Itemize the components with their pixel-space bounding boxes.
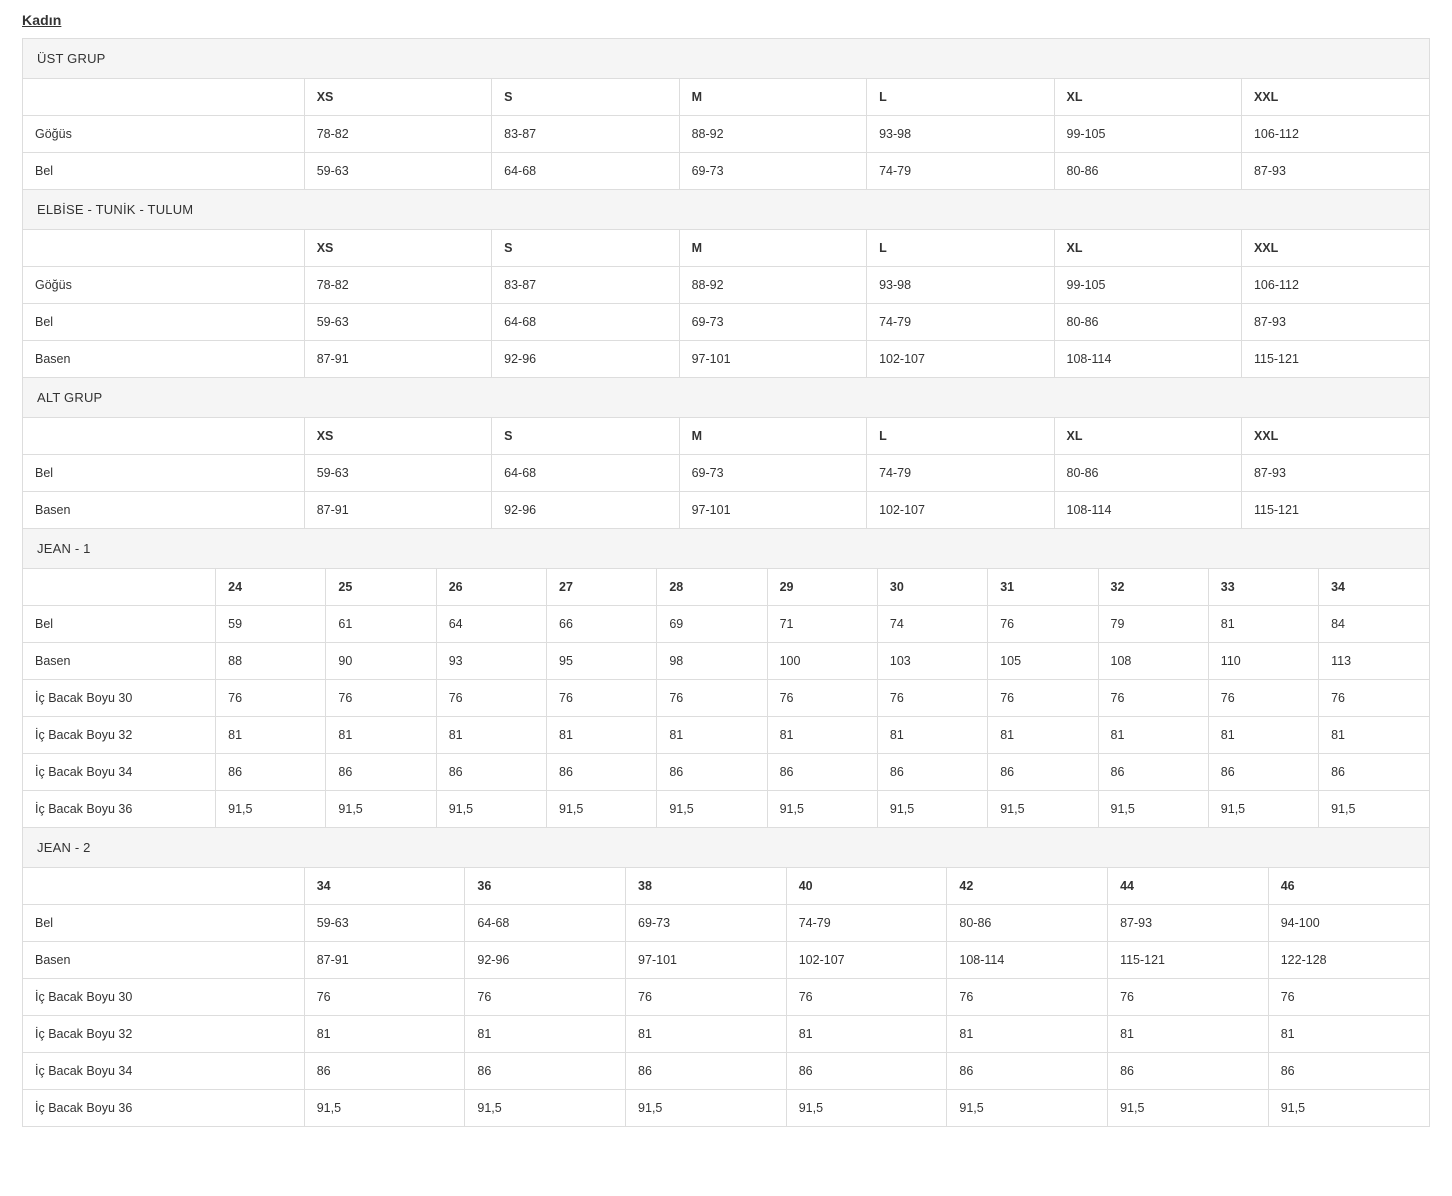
table-header-row <box>23 569 1429 606</box>
row-label: Basen <box>23 341 304 378</box>
column-header: XS <box>304 79 491 116</box>
table-row <box>23 341 1429 378</box>
column-header: XL <box>1054 79 1241 116</box>
table-header-row <box>23 418 1429 455</box>
table-row <box>23 304 1429 341</box>
measurement-cell: 91,5 <box>626 1090 787 1127</box>
row-label: İç Bacak Boyu 36 <box>23 791 216 828</box>
row-label: İç Bacak Boyu 30 <box>23 979 304 1016</box>
measurement-cell: 90 <box>326 643 436 680</box>
measurement-cell: 81 <box>786 1016 947 1053</box>
column-header: 46 <box>1268 868 1429 905</box>
row-label: Bel <box>23 153 304 190</box>
row-label: İç Bacak Boyu 34 <box>23 754 216 791</box>
measurement-cell: 76 <box>947 979 1108 1016</box>
column-header: 38 <box>626 868 787 905</box>
measurement-cell: 91,5 <box>786 1090 947 1127</box>
measurement-cell: 98 <box>657 643 767 680</box>
column-header: 31 <box>988 569 1098 606</box>
measurement-cell: 59-63 <box>304 455 491 492</box>
column-header: 24 <box>216 569 326 606</box>
measurement-cell: 81 <box>877 717 987 754</box>
column-header: M <box>679 79 866 116</box>
measurement-cell: 86 <box>767 754 877 791</box>
column-header-blank <box>23 230 304 267</box>
measurement-cell: 81 <box>547 717 657 754</box>
measurement-cell: 59-63 <box>304 153 491 190</box>
measurement-cell: 91,5 <box>547 791 657 828</box>
measurement-cell: 108-114 <box>1054 341 1241 378</box>
measurement-cell: 91,5 <box>1098 791 1208 828</box>
measurement-cell: 69-73 <box>679 153 866 190</box>
measurement-cell: 76 <box>326 680 436 717</box>
measurement-cell: 59-63 <box>304 905 465 942</box>
row-label: Basen <box>23 643 216 680</box>
measurement-cell: 81 <box>1319 717 1429 754</box>
measurement-cell: 87-93 <box>1241 304 1429 341</box>
measurement-cell: 81 <box>465 1016 626 1053</box>
measurement-cell: 106-112 <box>1241 116 1429 153</box>
row-label: İç Bacak Boyu 32 <box>23 717 216 754</box>
column-header: XS <box>304 418 491 455</box>
measurement-cell: 91,5 <box>326 791 436 828</box>
column-header: 40 <box>786 868 947 905</box>
measurement-cell: 76 <box>465 979 626 1016</box>
measurement-cell: 88-92 <box>679 267 866 304</box>
measurement-cell: 76 <box>304 979 465 1016</box>
size-panel-elbise-tunik-tulum <box>22 189 1430 378</box>
column-header: S <box>492 79 679 116</box>
measurement-cell: 69 <box>657 606 767 643</box>
measurement-cell: 76 <box>657 680 767 717</box>
row-label: Bel <box>23 905 304 942</box>
column-header: XXL <box>1241 79 1429 116</box>
table-row <box>23 455 1429 492</box>
column-header-blank <box>23 868 304 905</box>
column-header: L <box>867 230 1054 267</box>
measurement-cell: 80-86 <box>1054 304 1241 341</box>
size-panel-ust-grup <box>22 38 1430 190</box>
column-header: 30 <box>877 569 987 606</box>
measurement-cell: 91,5 <box>657 791 767 828</box>
measurement-cell: 86 <box>1268 1053 1429 1090</box>
measurement-cell: 69-73 <box>679 304 866 341</box>
measurement-cell: 81 <box>1098 717 1208 754</box>
measurement-cell: 69-73 <box>679 455 866 492</box>
size-panel-jean-2 <box>22 827 1430 1127</box>
measurement-cell: 76 <box>1098 680 1208 717</box>
measurement-cell: 87-93 <box>1241 455 1429 492</box>
measurement-cell: 92-96 <box>492 492 679 529</box>
column-header: 42 <box>947 868 1108 905</box>
measurement-cell: 76 <box>1319 680 1429 717</box>
measurement-cell: 87-93 <box>1108 905 1269 942</box>
row-label: Göğüs <box>23 267 304 304</box>
measurement-cell: 91,5 <box>988 791 1098 828</box>
measurement-cell: 76 <box>1208 680 1318 717</box>
measurement-cell: 99-105 <box>1054 116 1241 153</box>
table-header-row <box>23 868 1429 905</box>
table-header-row <box>23 79 1429 116</box>
row-label: İç Bacak Boyu 30 <box>23 680 216 717</box>
table-row <box>23 905 1429 942</box>
column-header: 27 <box>547 569 657 606</box>
measurement-cell: 88 <box>216 643 326 680</box>
column-header: L <box>867 418 1054 455</box>
measurement-cell: 64-68 <box>492 153 679 190</box>
measurement-cell: 87-91 <box>304 341 491 378</box>
column-header: 25 <box>326 569 436 606</box>
row-label: İç Bacak Boyu 36 <box>23 1090 304 1127</box>
measurement-cell: 86 <box>216 754 326 791</box>
panel-title: ALT GRUP <box>23 378 1429 418</box>
measurement-cell: 86 <box>1098 754 1208 791</box>
measurement-cell: 92-96 <box>465 942 626 979</box>
measurement-cell: 74-79 <box>867 304 1054 341</box>
measurement-cell: 122-128 <box>1268 942 1429 979</box>
size-tables-container <box>0 38 1452 1146</box>
table-row <box>23 492 1429 529</box>
measurement-cell: 86 <box>947 1053 1108 1090</box>
measurement-cell: 86 <box>436 754 546 791</box>
measurement-cell: 91,5 <box>1108 1090 1269 1127</box>
measurement-cell: 78-82 <box>304 116 491 153</box>
measurement-cell: 81 <box>626 1016 787 1053</box>
measurement-cell: 110 <box>1208 643 1318 680</box>
measurement-cell: 86 <box>1108 1053 1269 1090</box>
measurement-cell: 91,5 <box>465 1090 626 1127</box>
size-panel-jean-1 <box>22 528 1430 828</box>
measurement-cell: 88-92 <box>679 116 866 153</box>
table-row <box>23 680 1429 717</box>
measurement-cell: 106-112 <box>1241 267 1429 304</box>
measurement-cell: 103 <box>877 643 987 680</box>
measurement-cell: 91,5 <box>1280 1101 1306 1115</box>
column-header: M <box>679 418 866 455</box>
measurement-cell: 86 <box>1208 754 1318 791</box>
measurement-cell: 92-96 <box>492 341 679 378</box>
measurement-cell: 81 <box>988 717 1098 754</box>
measurement-cell: 69-73 <box>626 905 787 942</box>
table-row <box>23 717 1429 754</box>
row-label: Basen <box>23 942 304 979</box>
table-row <box>23 791 1429 828</box>
table-row <box>23 267 1429 304</box>
measurement-cell: 64-68 <box>492 304 679 341</box>
measurement-cell: 91,5 <box>1331 802 1356 816</box>
table-row <box>23 606 1429 643</box>
table-row <box>23 942 1429 979</box>
size-table <box>23 868 1429 1126</box>
measurement-cell: 76 <box>626 979 787 1016</box>
column-header-blank <box>23 418 304 455</box>
column-header: 36 <box>465 868 626 905</box>
measurement-cell: 115-121 <box>1253 503 1299 517</box>
measurement-cell: 76 <box>767 680 877 717</box>
column-header: 33 <box>1208 569 1318 606</box>
measurement-cell: 87-91 <box>304 492 491 529</box>
measurement-cell: 83-87 <box>492 116 679 153</box>
column-header: XXL <box>1241 418 1429 455</box>
measurement-cell: 86 <box>465 1053 626 1090</box>
size-table <box>23 79 1429 189</box>
table-row <box>23 1090 1429 1127</box>
measurement-cell: 74-79 <box>786 905 947 942</box>
measurement-cell: 86 <box>304 1053 465 1090</box>
measurement-cell: 93-98 <box>867 116 1054 153</box>
measurement-cell: 61 <box>326 606 436 643</box>
measurement-cell: 81 <box>436 717 546 754</box>
panel-title: JEAN - 2 <box>23 828 1429 868</box>
measurement-cell: 80-86 <box>1054 153 1241 190</box>
row-label: Bel <box>23 606 216 643</box>
measurement-cell: 108-114 <box>947 942 1108 979</box>
row-label: Basen <box>23 492 304 529</box>
measurement-cell: 66 <box>547 606 657 643</box>
measurement-cell: 108-114 <box>1054 492 1241 529</box>
row-label: Bel <box>23 304 304 341</box>
column-header: 44 <box>1108 868 1269 905</box>
column-header: XXL <box>1241 230 1429 267</box>
measurement-cell: 59 <box>216 606 326 643</box>
column-header: XL <box>1054 418 1241 455</box>
measurement-cell: 84 <box>1319 606 1429 643</box>
measurement-cell: 78-82 <box>304 267 491 304</box>
column-header: 32 <box>1098 569 1208 606</box>
measurement-cell: 74-79 <box>867 455 1054 492</box>
measurement-cell: 86 <box>988 754 1098 791</box>
measurement-cell: 91,5 <box>304 1090 465 1127</box>
measurement-cell: 102-107 <box>867 341 1054 378</box>
measurement-cell: 108 <box>1098 643 1208 680</box>
table-header-row <box>23 230 1429 267</box>
measurement-cell: 81 <box>1108 1016 1269 1053</box>
measurement-cell: 97-101 <box>679 341 866 378</box>
column-header: XS <box>304 230 491 267</box>
size-table <box>23 418 1429 528</box>
measurement-cell: 86 <box>786 1053 947 1090</box>
measurement-cell: 79 <box>1098 606 1208 643</box>
measurement-cell: 81 <box>1268 1016 1429 1053</box>
measurement-cell: 64-68 <box>492 455 679 492</box>
table-row <box>23 979 1429 1016</box>
measurement-cell: 115-121 <box>1253 352 1299 366</box>
measurement-cell: 80-86 <box>947 905 1108 942</box>
measurement-cell: 81 <box>1208 606 1318 643</box>
measurement-cell: 74 <box>877 606 987 643</box>
panel-title: ÜST GRUP <box>23 39 1429 79</box>
column-header: S <box>492 230 679 267</box>
measurement-cell: 86 <box>626 1053 787 1090</box>
row-label: İç Bacak Boyu 32 <box>23 1016 304 1053</box>
row-label: İç Bacak Boyu 34 <box>23 1053 304 1090</box>
measurement-cell: 86 <box>1319 754 1429 791</box>
measurement-cell: 86 <box>657 754 767 791</box>
measurement-cell: 81 <box>1208 717 1318 754</box>
measurement-cell: 115-121 <box>1108 942 1269 979</box>
size-panel-alt-grup <box>22 377 1430 529</box>
measurement-cell: 87-91 <box>304 942 465 979</box>
measurement-cell: 81 <box>216 717 326 754</box>
measurement-cell: 91,5 <box>877 791 987 828</box>
measurement-cell: 76 <box>786 979 947 1016</box>
row-label: Göğüs <box>23 116 304 153</box>
panel-title: JEAN - 1 <box>23 529 1429 569</box>
measurement-cell: 81 <box>767 717 877 754</box>
measurement-cell: 64-68 <box>465 905 626 942</box>
row-label: Bel <box>23 455 304 492</box>
measurement-cell: 95 <box>547 643 657 680</box>
page-title: Kadın <box>22 12 62 28</box>
measurement-cell: 81 <box>326 717 436 754</box>
measurement-cell: 86 <box>547 754 657 791</box>
measurement-cell: 76 <box>547 680 657 717</box>
table-row <box>23 1053 1429 1090</box>
measurement-cell: 102-107 <box>786 942 947 979</box>
column-header: 34 <box>304 868 465 905</box>
column-header: 34 <box>1319 569 1429 606</box>
measurement-cell: 86 <box>877 754 987 791</box>
measurement-cell: 71 <box>767 606 877 643</box>
table-row <box>23 1016 1429 1053</box>
measurement-cell: 76 <box>877 680 987 717</box>
measurement-cell: 93 <box>436 643 546 680</box>
measurement-cell: 87-93 <box>1253 164 1286 178</box>
column-header: 26 <box>436 569 546 606</box>
panel-title: ELBİSE - TUNİK - TULUM <box>23 190 1429 230</box>
measurement-cell: 93-98 <box>867 267 1054 304</box>
measurement-cell: 97-101 <box>626 942 787 979</box>
table-row <box>23 754 1429 791</box>
measurement-cell: 94-100 <box>1268 905 1429 942</box>
measurement-cell: 83-87 <box>492 267 679 304</box>
measurement-cell: 91,5 <box>216 791 326 828</box>
measurement-cell: 91,5 <box>767 791 877 828</box>
measurement-cell: 100 <box>767 643 877 680</box>
measurement-cell: 80-86 <box>1054 455 1241 492</box>
measurement-cell: 81 <box>947 1016 1108 1053</box>
measurement-cell: 76 <box>988 606 1098 643</box>
measurement-cell: 81 <box>304 1016 465 1053</box>
measurement-cell: 105 <box>988 643 1098 680</box>
measurement-cell: 86 <box>326 754 436 791</box>
measurement-cell: 76 <box>436 680 546 717</box>
column-header: 28 <box>657 569 767 606</box>
measurement-cell: 91,5 <box>947 1090 1108 1127</box>
measurement-cell: 81 <box>657 717 767 754</box>
table-row <box>23 643 1429 680</box>
measurement-cell: 64 <box>436 606 546 643</box>
column-header-blank <box>23 79 304 116</box>
measurement-cell: 91,5 <box>436 791 546 828</box>
measurement-cell: 76 <box>1108 979 1269 1016</box>
column-header: S <box>492 418 679 455</box>
column-header: XL <box>1054 230 1241 267</box>
measurement-cell: 76 <box>216 680 326 717</box>
column-header: M <box>679 230 866 267</box>
measurement-cell: 74-79 <box>867 153 1054 190</box>
measurement-cell: 99-105 <box>1054 267 1241 304</box>
column-header: L <box>867 79 1054 116</box>
measurement-cell: 97-101 <box>679 492 866 529</box>
table-row <box>23 153 1429 190</box>
column-header-blank <box>23 569 216 606</box>
column-header: 29 <box>767 569 877 606</box>
table-row <box>23 116 1429 153</box>
measurement-cell: 91,5 <box>1208 791 1318 828</box>
size-table <box>23 569 1429 827</box>
measurement-cell: 102-107 <box>867 492 1054 529</box>
measurement-cell: 76 <box>1268 979 1429 1016</box>
measurement-cell: 76 <box>988 680 1098 717</box>
measurement-cell: 59-63 <box>304 304 491 341</box>
measurement-cell: 113 <box>1319 643 1429 680</box>
size-table <box>23 230 1429 377</box>
